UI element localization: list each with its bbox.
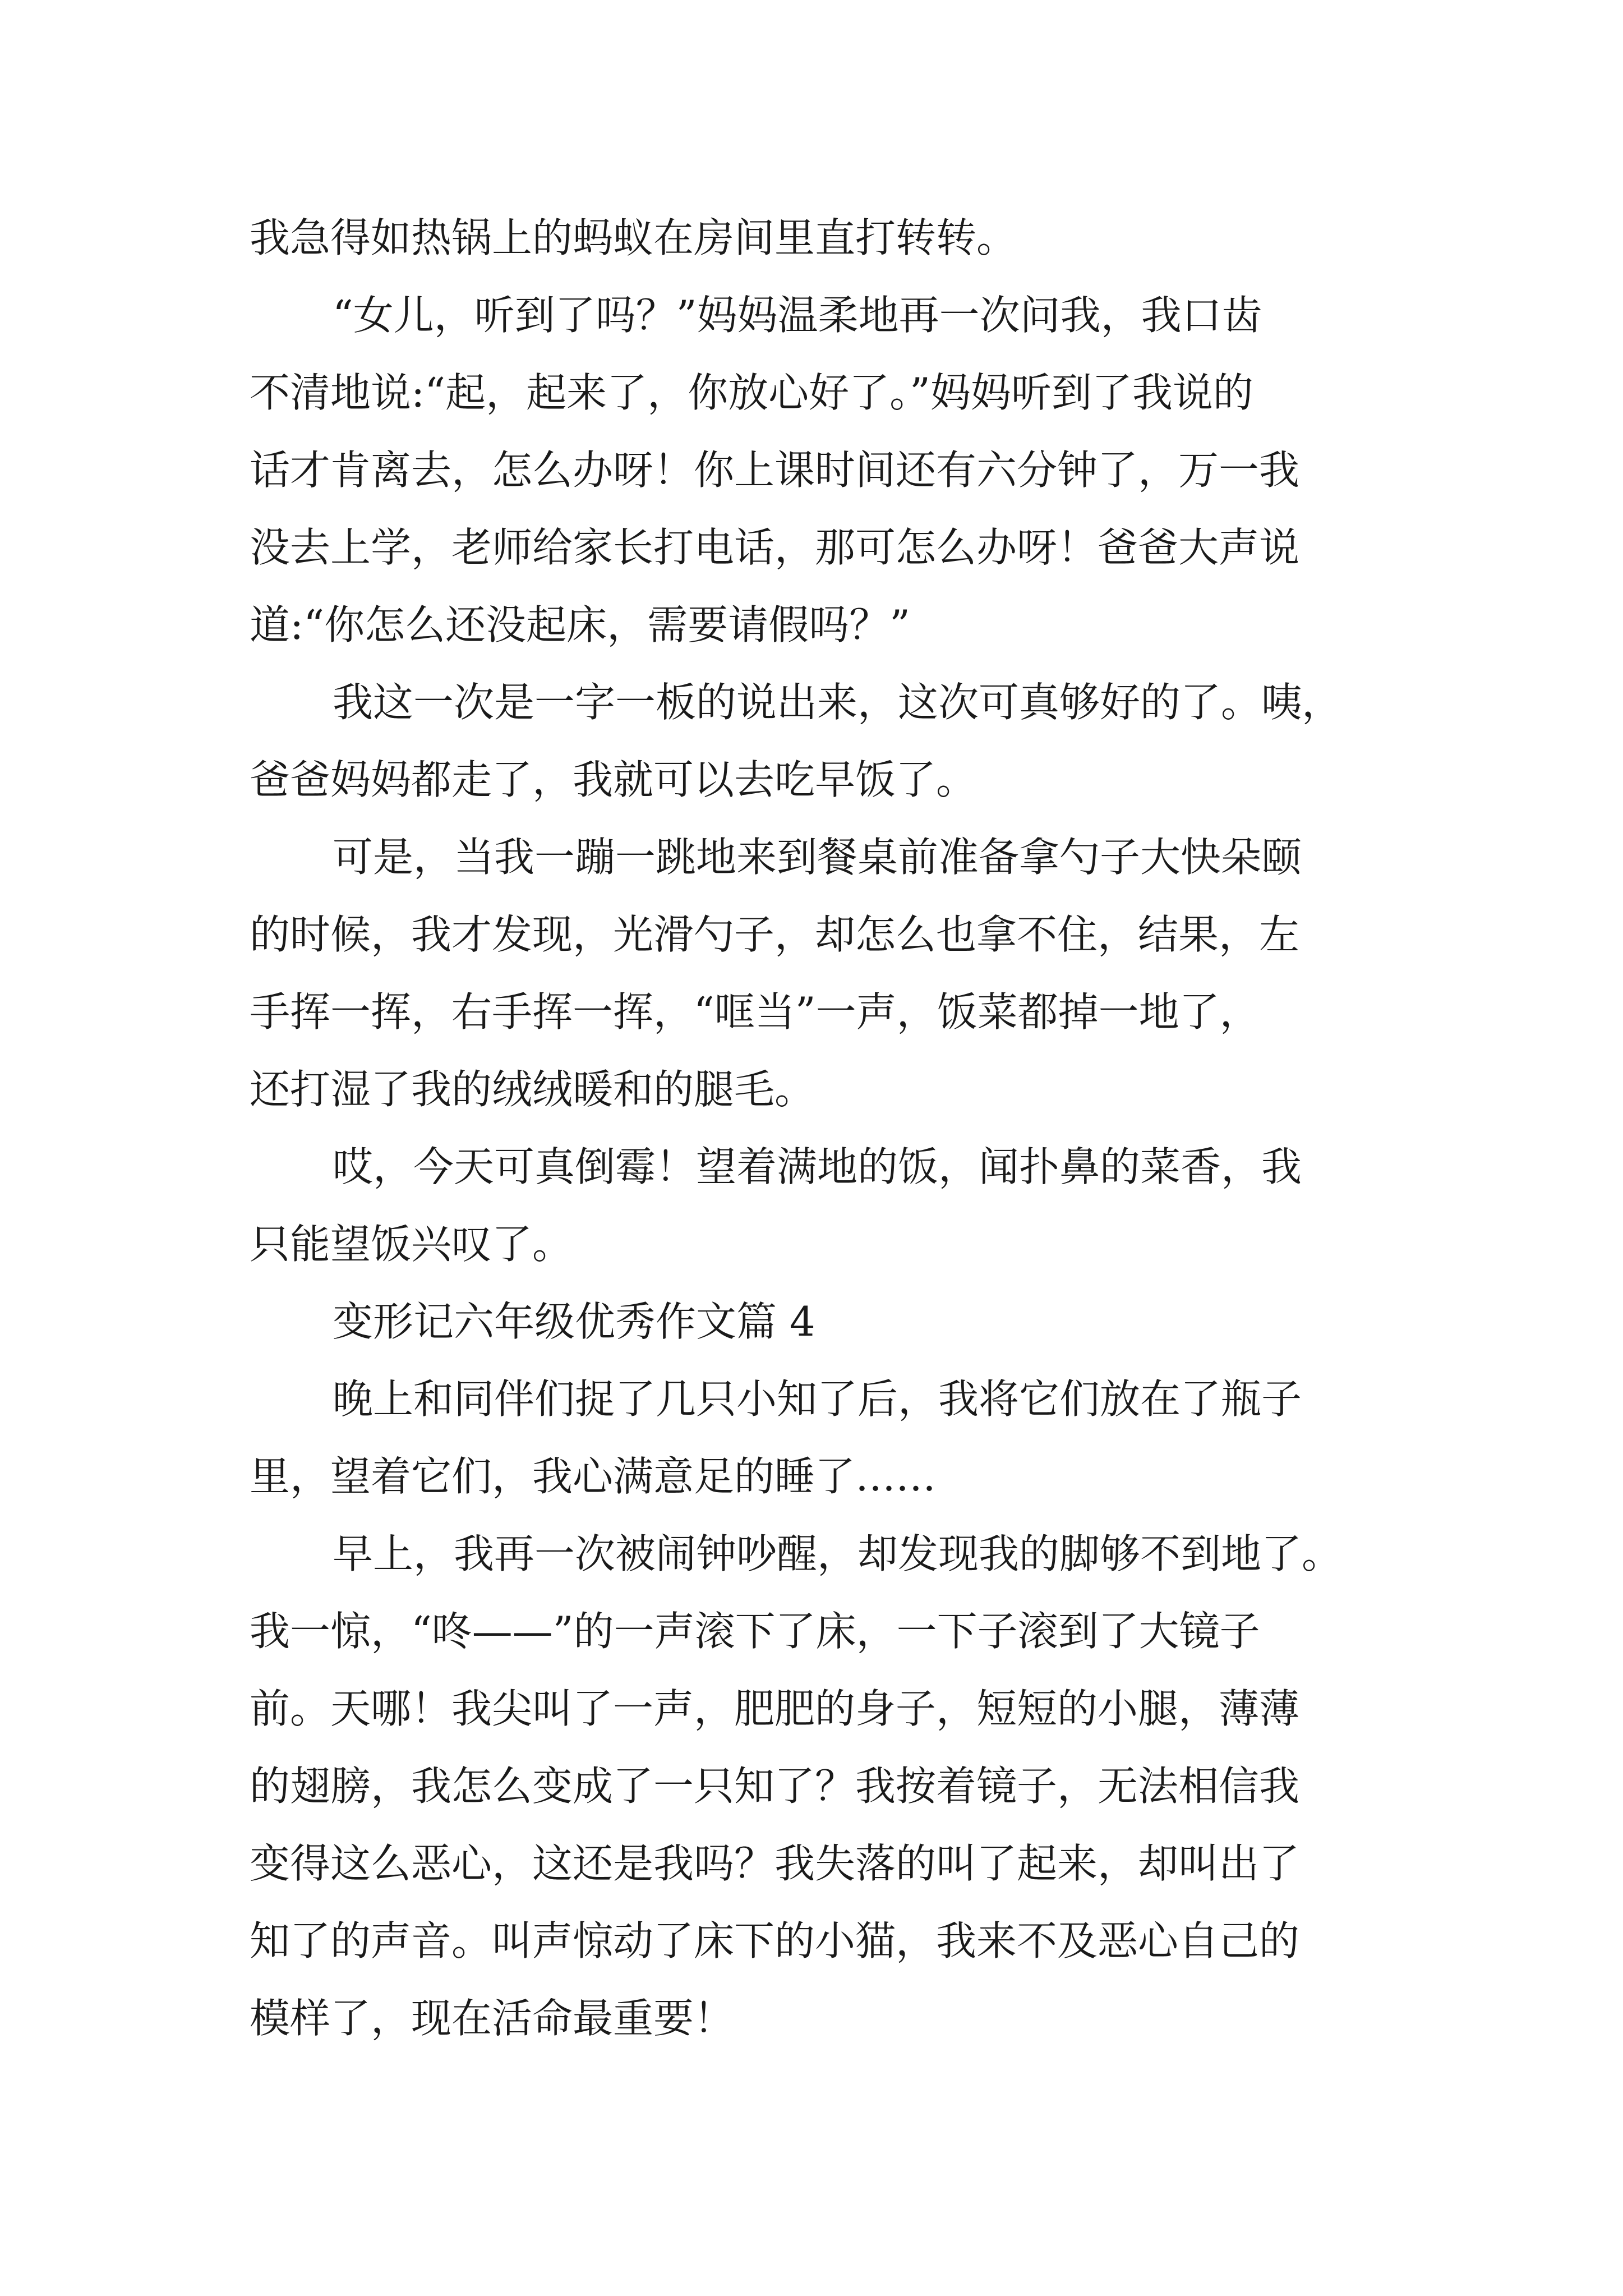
- text-line: 前。天哪！我尖叫了一声，肥肥的身子，短短的小腿，薄薄: [250, 1685, 1300, 1732]
- text-line: 手挥一挥，右手挥一挥，“哐当”一声，饭菜都掉一地了，: [250, 988, 1260, 1036]
- section-heading: 变形记六年级优秀作文篇 4: [333, 1298, 815, 1345]
- paragraph-start-line: 我这一次是一字一板的说出来，这次可真够好的了。咦，: [333, 679, 1343, 726]
- text-line: 没去上学，老师给家长打电话，那可怎么办呀！爸爸大声说: [250, 524, 1300, 571]
- text-line: 还打湿了我的绒绒暖和的腿毛。: [250, 1066, 815, 1113]
- text-line: 话才肯离去，怎么办呀！你上课时间还有六分钟了，万一我: [250, 447, 1300, 494]
- paragraph-start-line: 晚上和同伴们捉了几只小知了后，我将它们放在了瓶子: [333, 1375, 1302, 1423]
- text-line: 不清地说:“起，起来了，你放心好了。”妈妈听到了我说的: [250, 369, 1253, 416]
- text-line: 道:“你怎么还没起床，需要请假吗？”: [250, 601, 910, 648]
- text-line: 的翅膀，我怎么变成了一只知了？我按着镜子，无法相信我: [250, 1763, 1300, 1810]
- text-line: 变得这么恶心，这还是我吗？我失落的叫了起来，却叫出了: [250, 1840, 1300, 1887]
- text-line: 我急得如热锅上的蚂蚁在房间里直打转转。: [250, 214, 1017, 261]
- text-line: 只能望饭兴叹了。: [250, 1221, 573, 1268]
- paragraph-start-line: 早上，我再一次被闹钟吵醒，却发现我的脚够不到地了。: [333, 1530, 1343, 1577]
- document-body: [250, 199, 1388, 2057]
- text-line: 知了的声音。叫声惊动了床下的小猫，我来不及恶心自己的: [250, 1917, 1300, 1964]
- text-line: 里，望着它们，我心满意足的睡了……: [250, 1453, 937, 1500]
- text-line: 我一惊，“咚——”的一声滚下了床，一下子滚到了大镜子: [250, 1608, 1260, 1655]
- paragraph-start-line: 可是，当我一蹦一跳地来到餐桌前准备拿勺子大快朵颐: [333, 834, 1302, 881]
- paragraph-start-line: “女儿，听到了吗？”妈妈温柔地再一次问我，我口齿: [333, 292, 1262, 339]
- paragraph-start-line: 哎，今天可真倒霉！望着满地的饭，闻扑鼻的菜香，我: [333, 1143, 1302, 1190]
- text-line: 爸爸妈妈都走了，我就可以去吃早饭了。: [250, 756, 977, 803]
- text-line: 模样了，现在活命最重要！: [250, 1995, 735, 2042]
- text-line: 的时候，我才发现，光滑勺子，却怎么也拿不住，结果，左: [250, 911, 1300, 958]
